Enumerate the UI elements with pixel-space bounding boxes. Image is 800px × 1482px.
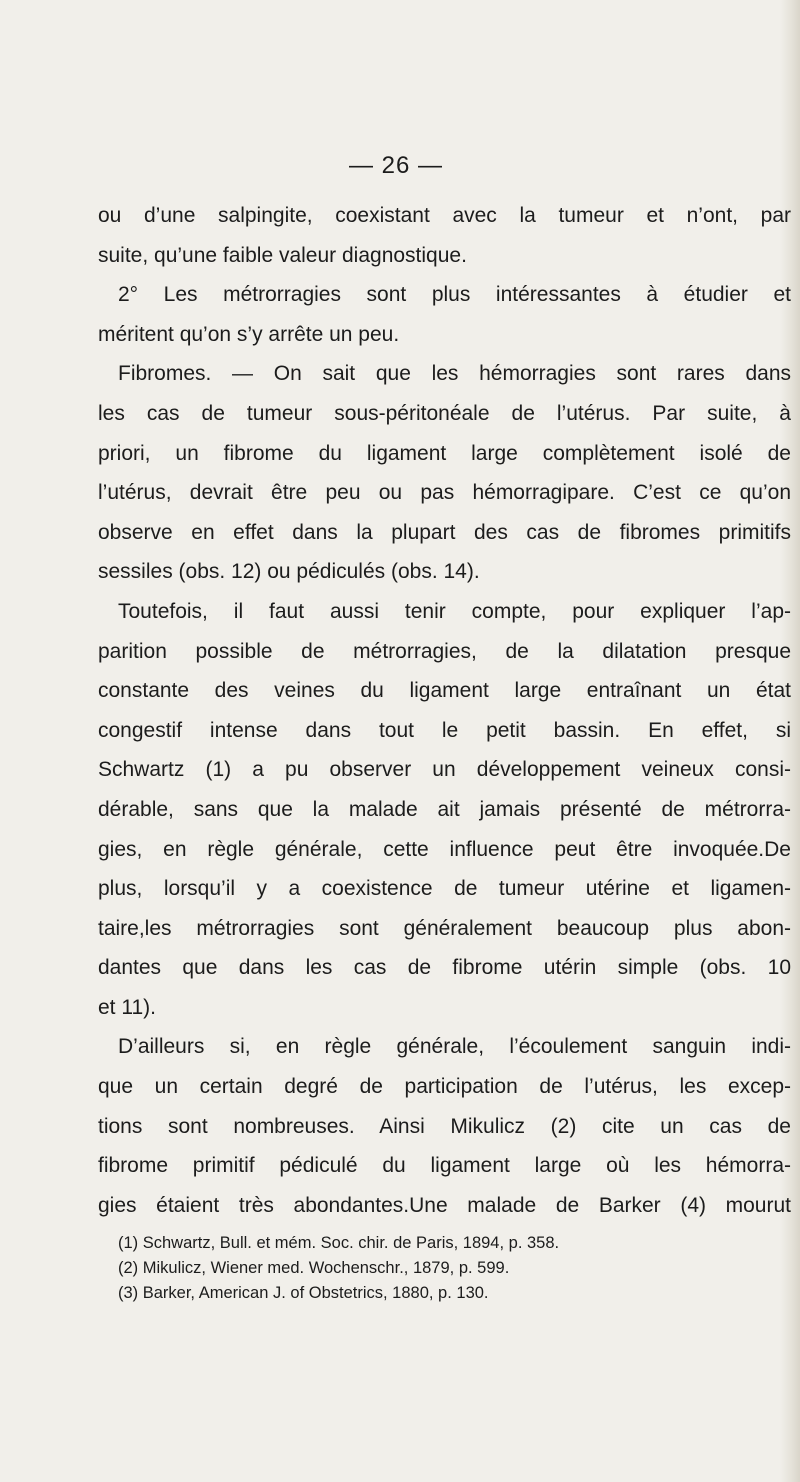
text-line: taire,les métrorragies sont généralement beaucoup plus abon-: [98, 916, 791, 940]
text-line: Fibromes. — On sait que les hémorragies sont rares dans: [118, 362, 791, 386]
text-line: congestif intense dans tout le petit bassin. En effet, si: [98, 718, 791, 742]
text-line: gies étaient très abondantes.Une malade de Barker (4) mourut: [98, 1193, 791, 1217]
text-line: plus, lorsqu’il y a coexistence de tumeur utérine et ligamen-: [98, 877, 791, 901]
footnote: (2) Mikulicz, Wiener med. Wochenschr., 1879, p. 599.: [118, 1259, 510, 1277]
text-line: les cas de tumeur sous-péritonéale de l’utérus. Par suite, à: [98, 401, 791, 425]
page-number: — 26 —: [348, 152, 444, 179]
text-line: et 11).: [98, 995, 156, 1019]
body-text: [98, 196, 791, 1225]
footnotes: [118, 1231, 788, 1306]
text-line: Schwartz (1) a pu observer un développement veineux consi-: [98, 758, 791, 782]
text-line: Toutefois, il faut aussi tenir compte, pour expliquer l’ap-: [118, 599, 791, 623]
text-line: D’ailleurs si, en règle générale, l’écoulement sanguin indi-: [118, 1035, 791, 1059]
text-line: que un certain degré de participation de l’utérus, les excep-: [98, 1075, 791, 1099]
text-line: ou d’une salpingite, coexistant avec la tumeur et n’ont, par: [98, 204, 791, 227]
footnote: (3) Barker, American J. of Obstetrics, 1880, p. 130.: [118, 1284, 489, 1302]
text-line: suite, qu’une faible valeur diagnostique.: [98, 243, 467, 267]
text-line: fibrome primitif pédiculé du ligament large où les hémorra-: [98, 1154, 791, 1178]
text-line: constante des veines du ligament large entraînant un état: [98, 679, 791, 703]
text-line: dantes que dans les cas de fibrome utérin simple (obs. 10: [98, 956, 791, 980]
text-line: priori, un fibrome du ligament large complètement isolé de: [98, 441, 791, 465]
text-line: dérable, sans que la malade ait jamais présenté de métrorra-: [98, 797, 791, 821]
text-line: gies, en règle générale, cette influence peut être invoquée.De: [98, 837, 791, 861]
text-line: sessiles (obs. 12) ou pédiculés (obs. 14).: [98, 560, 480, 584]
text-line: tions sont nombreuses. Ainsi Mikulicz (2) cite un cas de: [98, 1114, 791, 1138]
text-line: observe en effet dans la plupart des cas de fibromes primitifs: [98, 520, 791, 544]
text-line: l’utérus, devrait être peu ou pas hémorragipare. C’est ce qu’on: [98, 481, 791, 505]
footnote: (1) Schwartz, Bull. et mém. Soc. chir. de Paris, 1894, p. 358.: [118, 1234, 560, 1252]
text-line: méritent qu’on s’y arrête un peu.: [98, 322, 400, 346]
text-line: 2° Les métrorragies sont plus intéressantes à étudier et: [118, 283, 791, 307]
text-line: parition possible de métrorragies, de la dilatation presque: [98, 639, 791, 663]
